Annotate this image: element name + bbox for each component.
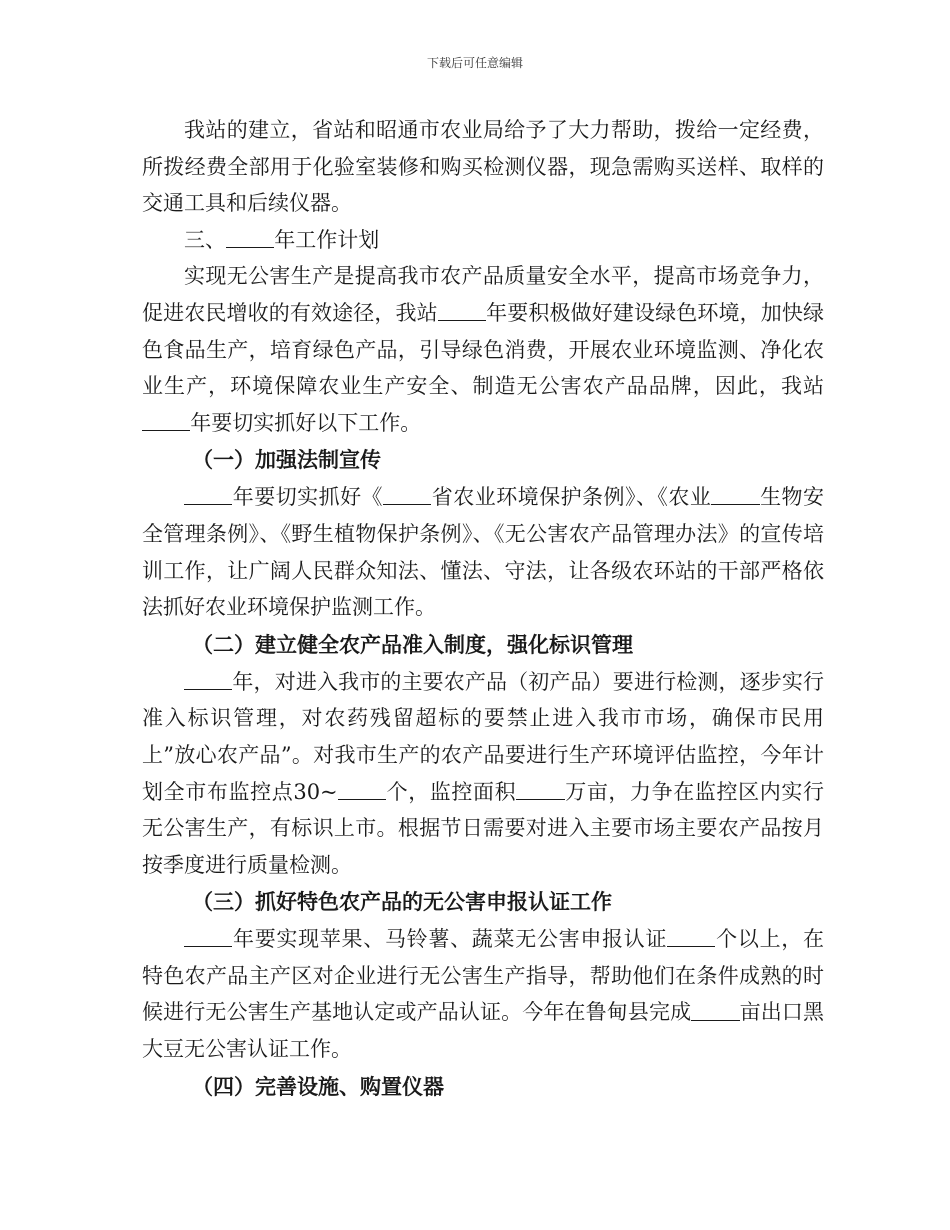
subheading-legal-publicity: （一）加强法制宣传	[192, 447, 381, 473]
section-number: 三、	[184, 227, 226, 252]
area-blank	[691, 1001, 739, 1021]
name-blank	[711, 486, 759, 506]
text-fragment: 年要切实抓好以下工作。	[190, 410, 422, 435]
province-blank	[383, 486, 431, 506]
document-body	[142, 112, 824, 1106]
year-blank	[226, 228, 274, 248]
paragraph-certification	[142, 921, 824, 1067]
count-blank	[338, 780, 386, 800]
paragraph-market-access	[142, 664, 824, 884]
subheading-certification: （三）抓好特色农产品的无公害申报认证工作	[192, 889, 612, 915]
text-fragment: 个以上，在特色农产品主产区对企业进行无公害生产指导，帮助他们在条件成熟的时候进行无公害生产基地认定或产品认证。今年在鲁甸县完成	[142, 927, 825, 1025]
text-fragment: 年要切实抓好《	[232, 485, 384, 510]
year-blank	[184, 927, 232, 947]
text-fragment: 省农业环境保护条例》、《农业	[431, 485, 712, 510]
count-blank	[667, 927, 715, 947]
paragraph-legal-publicity	[142, 479, 824, 625]
year-blank	[142, 411, 190, 431]
text-fragment: 个，监控面积	[385, 779, 517, 804]
text-fragment: 年要积极做好建设绿色环境，加快绿色食品生产，培育绿色产品，引导绿色消费，开展农业环境监测、净化农业生产，环境保障农业生产安全、制造无公害农产品品牌，因此，我站	[142, 300, 825, 399]
section-heading-work-plan	[142, 222, 824, 259]
paragraph-funding: 我站的建立，省站和昭通市农业局给予了大力帮助，拨给一定经费，所拨经费全部用于化验室装修和购买检测仪器，现急需购买送样、取样的交通工具和后续仪器。	[142, 118, 824, 216]
text-fragment: 年要实现苹果、马铃薯、蔬菜无公害申报认证	[232, 927, 668, 952]
text-fragment: 实现无公害生产是提高我市农产品质量安全水平，提高市场竞争力，促进农民增收的有效途径，我站	[142, 264, 824, 325]
year-blank	[184, 670, 232, 690]
text-fragment: 亩出口黑大豆无公害认证工作。	[142, 1000, 825, 1062]
year-blank	[184, 486, 232, 506]
page-header-note: 下载后可任意编辑	[426, 56, 523, 70]
text-fragment: 万亩，力争在监控区内实行无公害生产，有标识上市。根据节日需要对进入主要市场主要农产品按月按季度进行质量检测。	[142, 779, 824, 877]
subheading-market-access: （二）建立健全农产品准入制度，强化标识管理	[192, 631, 633, 657]
paragraph-intro	[142, 258, 824, 441]
text-fragment: 年，对进入我市的主要农产品（初产品）要进行检测，逐步实行准入标识管理，对农药残留超标的要禁止进入我市市场，确保市民用上”放心农产品”。对我市生产的农产品要进行生产环境评估监控，今年计划全市布监控点30~	[142, 669, 824, 804]
area-blank	[516, 780, 564, 800]
subheading-facilities: （四）完善设施、购置仪器	[192, 1073, 444, 1099]
section-title: 年工作计划	[274, 227, 380, 252]
year-blank	[438, 301, 486, 321]
text-fragment: 生物安全管理条例》、《野生植物保护条例》、《无公害农产品管理办法》的宣传培训工作，让广阔人民群众知法、懂法、守法，让各级农环站的干部严格依法抓好农业环境保护监测工作。	[142, 485, 825, 620]
